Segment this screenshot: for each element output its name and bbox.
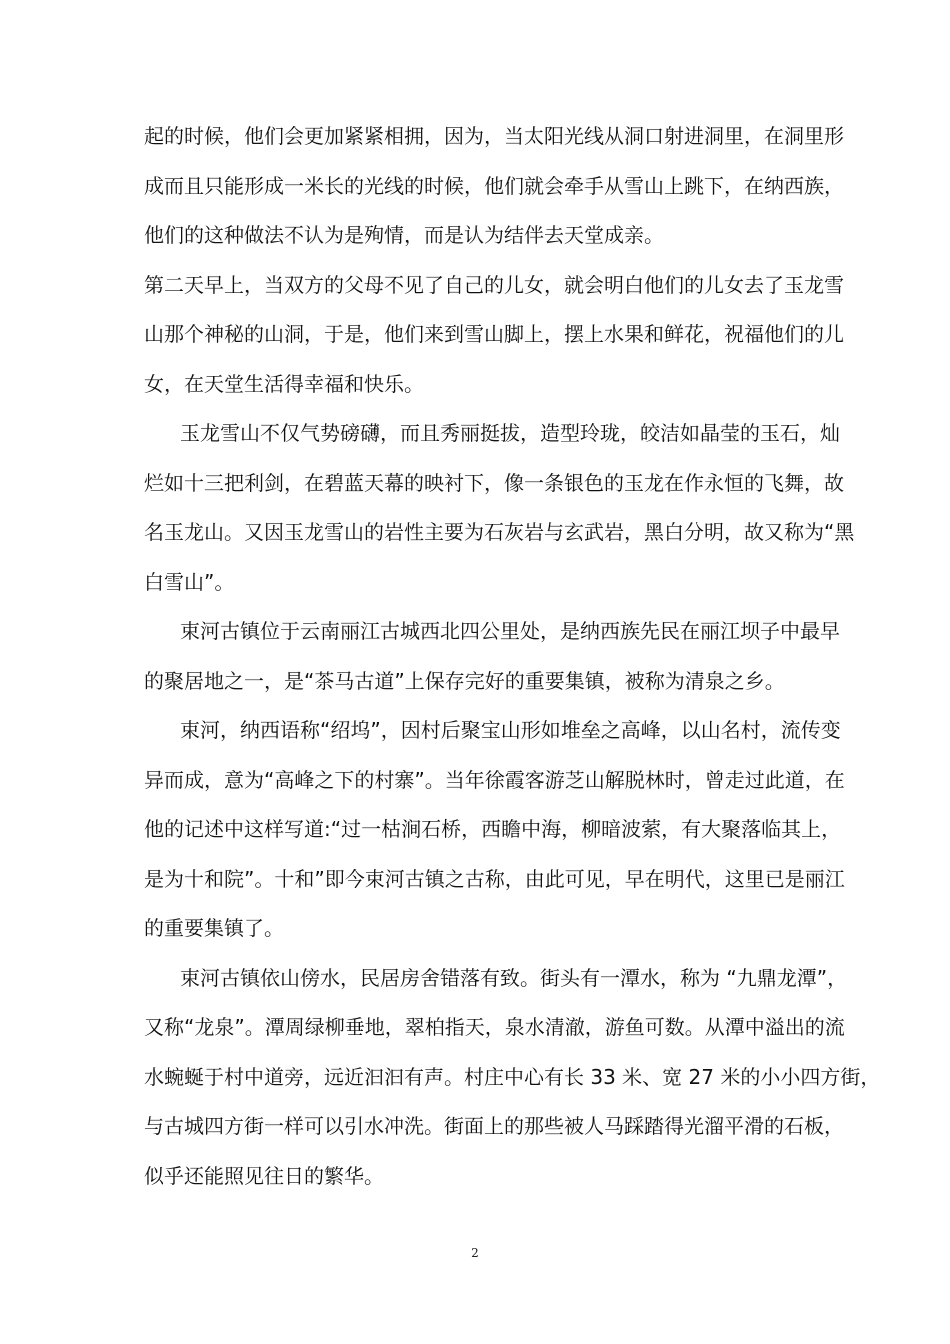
text-line: 起的时候，他们会更加紧紧相拥，因为，当太阳光线从洞口射进洞里，在洞里形 [144,124,844,148]
body-text [144,112,881,1201]
text-line: 的聚居地之一，是“茶马古道”上保存完好的重要集镇，被称为清泉之乡。 [144,668,785,693]
text-line: 女，在天堂生活得幸福和快乐。 [144,371,424,396]
page-number: 2 [471,1246,479,1260]
text-line: 山那个神秘的山洞，于是，他们来到雪山脚上，摆上水果和鲜花，祝福他们的儿 [144,322,844,346]
text-line: 名玉龙山。又因玉龙雪山的岩性主要为石灰岩与玄武岩，黑白分明，故又称为“黑 [144,520,855,544]
text-line: 束河，纳西语称“绍坞”，因村后聚宝山形如堆垒之高峰，以山名村，流传变 [180,718,841,742]
paragraph-6 [144,954,881,1202]
text-line: 他的记述中这样写道:“过一枯涧石桥，西瞻中海，柳暗波萦，有大聚落临其上， [144,817,842,841]
text-line: 是为十和院”。十和”即今束河古镇之古称，由此可见，早在明代，这里已是丽江 [144,866,845,891]
text-line: 白雪山”。 [144,569,235,594]
paragraph-2 [144,261,844,410]
text-line: 烂如十三把利剑，在碧蓝天幕的映衬下，像一条银色的玉龙在作永恒的飞舞，故 [144,470,844,495]
text-line: 又称“龙泉”。潭周绿柳垂地，翠柏指天，泉水清澈，游鱼可数。从潭中溢出的流 [144,1015,845,1039]
paragraph-1 [144,112,844,261]
paragraph-4 [144,607,840,706]
text-line: 束河古镇依山傍水，民居房舍错落有致。街头有一潭水，称为 “九鼎龙潭”， [180,965,848,990]
text-line: 的重要集镇了。 [144,916,284,940]
text-line: 他们的这种做法不认为是殉情，而是认为结伴去天堂成亲。 [144,223,664,247]
text-line: 似乎还能照见往日的繁华。 [144,1163,384,1188]
text-line: 与古城四方街一样可以引水冲洗。街面上的那些被人马踩踏得光溜平滑的石板， [144,1114,844,1138]
text-line: 水蜿蜒于村中道旁，远近汩汩有声。村庄中心有长 33 米、宽 27 米的小小四方街， [144,1064,881,1089]
text-line: 成而且只能形成一米长的光线的时候，他们就会牵手从雪山上跳下，在纳西族， [144,173,844,198]
text-line: 玉龙雪山不仅气势磅礴，而且秀丽挺拔，造型玲珑，皎洁如晶莹的玉石，灿 [180,421,840,445]
text-line: 第二天早上，当双方的父母不见了自己的儿女，就会明白他们的儿女去了玉龙雪 [144,272,844,297]
text-line: 束河古镇位于云南丽江古城西北四公里处，是纳西族先民在丽江坝子中最早 [180,619,840,643]
paragraph-5 [144,706,845,954]
text-line: 异而成，意为“高峰之下的村寨”。当年徐霞客游芝山解脱林时，曾走过此道，在 [144,767,845,792]
paragraph-3 [144,409,855,607]
